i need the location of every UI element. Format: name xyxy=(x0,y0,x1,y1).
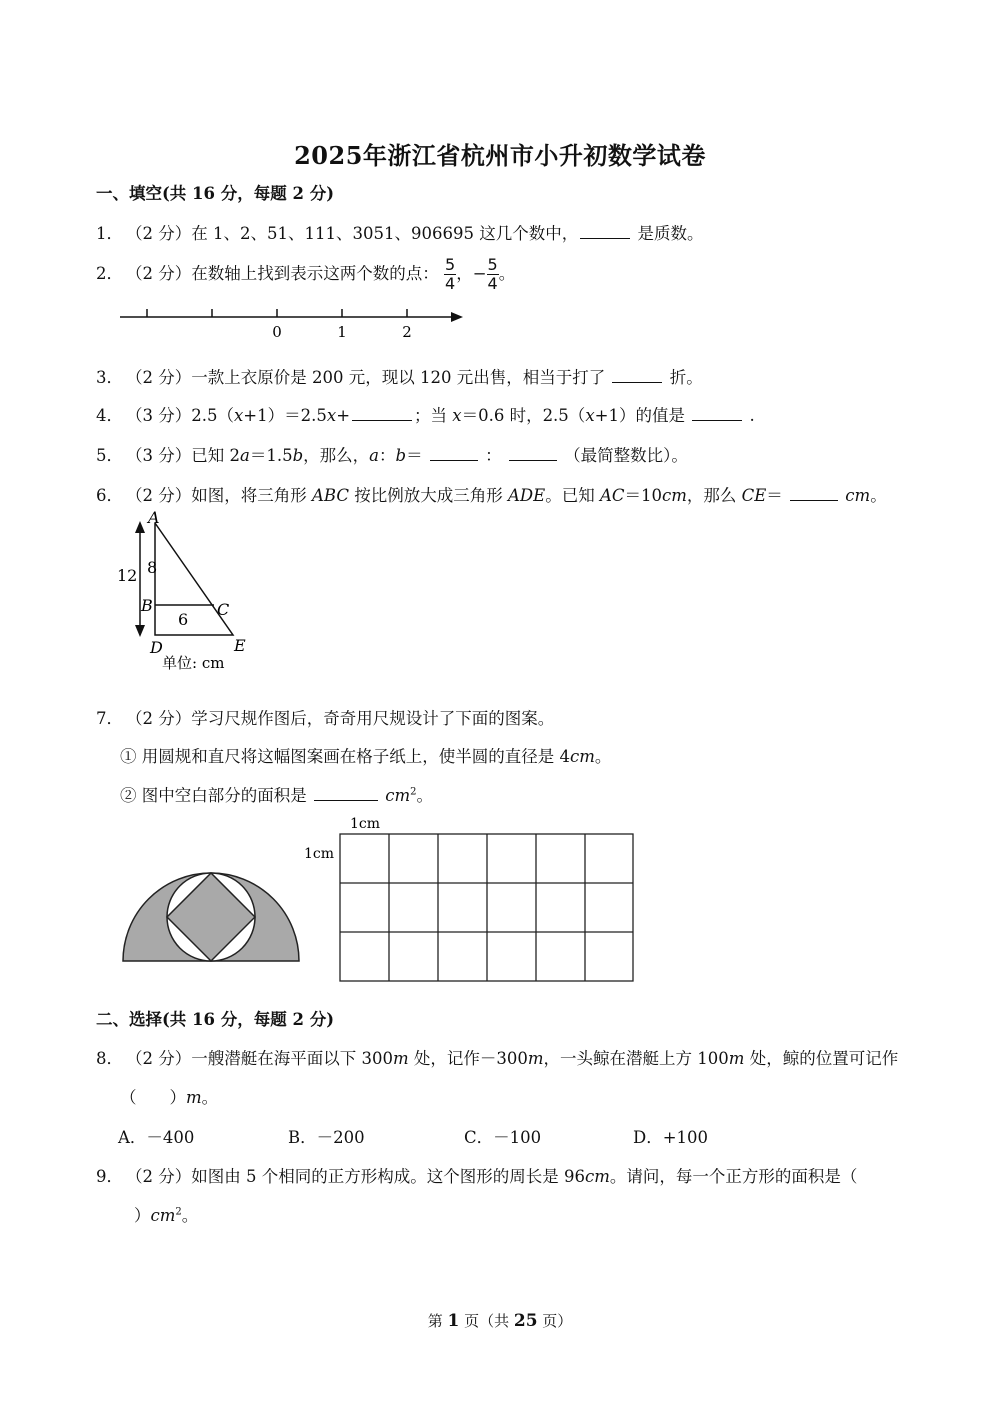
answer-blank-1[interactable] xyxy=(352,406,412,421)
section-heading-fill-in: 一、填空(共 16 分，每题 2 分) xyxy=(96,184,335,203)
question-text: （3 分）已知 2 xyxy=(126,446,240,465)
option-a[interactable]: A．－400 xyxy=(118,1128,195,1147)
triangle-figure xyxy=(110,505,270,675)
question-text: ： xyxy=(379,446,396,465)
unit-cm: cm xyxy=(150,1206,176,1225)
question-text: （2 分）如图，将三角形 xyxy=(126,486,312,505)
length-12: 12 xyxy=(117,566,138,585)
circled-1: ① xyxy=(120,747,137,766)
section-heading-choice: 二、选择(共 16 分，每题 2 分) xyxy=(96,1010,335,1029)
answer-bracket[interactable]: （ ） xyxy=(120,1088,186,1107)
question-text: （最简整数比）。 xyxy=(564,446,688,465)
question-7-part-1 xyxy=(120,743,611,767)
question-number: 5． xyxy=(96,446,123,465)
question-text: ，那么 xyxy=(686,486,742,505)
question-text: （2 分）在 1、2、51、111、3051、906695 这几个数中， xyxy=(126,224,579,243)
question-text: ： xyxy=(485,446,502,465)
circled-2: ② xyxy=(120,786,137,805)
period: 。 xyxy=(416,786,434,805)
total-pages: 25 xyxy=(513,1311,538,1331)
question-text: 按比例放大成三角形 xyxy=(348,486,508,505)
question-text: +1）＝2.5 xyxy=(243,406,327,425)
grid-lines xyxy=(340,834,633,981)
option-d[interactable]: D．+100 xyxy=(633,1128,709,1147)
question-text: 处，鲸的位置可记作 xyxy=(744,1049,899,1068)
question-text: （2 分）一款上衣原价是 200 元，现以 120 元出售，相当于打了 xyxy=(126,368,606,387)
question-2 xyxy=(96,256,515,293)
label-d: D xyxy=(150,638,163,657)
question-number: 7． xyxy=(96,709,123,728)
unit-m: m xyxy=(728,1049,745,1068)
var-x: x xyxy=(452,406,462,425)
denominator: 4 xyxy=(487,274,498,293)
axis-label-0: 0 xyxy=(272,323,282,341)
semicircle-pattern-figure xyxy=(118,865,304,965)
answer-bracket-close: ） xyxy=(134,1206,151,1225)
page-footer xyxy=(0,1310,1000,1331)
question-text: 处，记作－300 xyxy=(408,1049,528,1068)
var-x: x xyxy=(585,406,595,425)
unit-cm: cm xyxy=(570,747,595,766)
question-text: +1）的值是 xyxy=(594,406,685,425)
var-b: b xyxy=(292,446,304,465)
answer-blank[interactable] xyxy=(314,786,378,801)
question-number: 4． xyxy=(96,406,123,425)
answer-blank[interactable] xyxy=(580,224,630,239)
var-a: a xyxy=(240,446,250,465)
arrow-down-icon xyxy=(135,625,145,637)
segment-ce: CE xyxy=(741,486,767,505)
question-text: 。 xyxy=(870,486,887,505)
period: 。 xyxy=(594,747,612,766)
footer-text: 页） xyxy=(537,1312,573,1330)
var-b: b xyxy=(395,446,407,465)
footer-text: 第 xyxy=(427,1312,448,1330)
question-text: 图中空白部分的面积是 xyxy=(136,786,307,805)
length-8: 8 xyxy=(147,558,158,577)
superscript: 2 xyxy=(175,1206,182,1218)
question-number: 9． xyxy=(96,1167,123,1186)
question-text: 。请问，每一个正方形的面积是（ xyxy=(609,1167,858,1186)
question-text: （2 分）如图由 5 个相同的正方形构成。这个图形的周长是 96 xyxy=(126,1167,585,1186)
axis-label-1: 1 xyxy=(337,323,347,341)
grid-label-left: 1cm xyxy=(304,846,335,862)
grid-label-top: 1cm xyxy=(350,816,381,832)
fraction-negative xyxy=(487,256,499,293)
period: 。 xyxy=(201,1088,219,1107)
axis-ticks xyxy=(147,309,407,317)
length-6: 6 xyxy=(178,610,189,629)
unit-m: m xyxy=(186,1088,202,1107)
axis-label-2: 2 xyxy=(402,323,412,341)
superscript: 2 xyxy=(410,786,417,798)
question-text: + xyxy=(336,406,351,425)
question-text: ＝1.5 xyxy=(249,446,293,465)
question-text: （2 分）一艘潜艇在海平面以下 300 xyxy=(126,1049,393,1068)
answer-blank[interactable] xyxy=(790,486,838,501)
unit-m: m xyxy=(392,1049,409,1068)
label-e: E xyxy=(234,636,246,655)
question-number: 1． xyxy=(96,224,123,243)
question-1 xyxy=(96,220,703,244)
question-number: 8． xyxy=(96,1049,123,1068)
footer-text: 页（共 xyxy=(459,1312,514,1330)
answer-blank-1[interactable] xyxy=(430,446,478,461)
question-text: ＝10 xyxy=(624,486,662,505)
question-text: （3 分）2.5（ xyxy=(126,406,234,425)
question-4 xyxy=(96,402,755,426)
question-text: ＝ xyxy=(766,486,783,505)
minus-sign: − xyxy=(472,264,487,283)
answer-blank-2[interactable] xyxy=(692,406,742,421)
answer-blank[interactable] xyxy=(612,368,662,383)
unit-label: 单位: cm xyxy=(162,654,225,672)
question-3 xyxy=(96,364,703,388)
label-a: A xyxy=(148,508,160,527)
number-line-figure xyxy=(115,300,475,345)
separator: ， xyxy=(456,264,473,283)
question-number: 2． xyxy=(96,264,123,283)
question-text: . xyxy=(749,406,755,425)
var-x: x xyxy=(326,406,337,425)
unit-cm: cm xyxy=(661,486,687,505)
triangle-abc: ABC xyxy=(312,486,349,505)
question-number: 6． xyxy=(96,486,123,505)
question-text: ，那么， xyxy=(303,446,370,465)
question-text: ；当 xyxy=(414,406,453,425)
option-b[interactable]: B．－200 xyxy=(288,1128,365,1147)
unit-cm: cm xyxy=(385,786,411,805)
numerator: 5 xyxy=(445,255,456,274)
var-x: x xyxy=(233,406,244,425)
question-5 xyxy=(96,442,688,466)
segment-ac: AC xyxy=(599,486,625,505)
unit-cm: cm xyxy=(584,1167,610,1186)
option-c[interactable]: C．－100 xyxy=(464,1128,542,1147)
question-text: ，一头鲸在潜艇上方 100 xyxy=(543,1049,729,1068)
label-b: B xyxy=(141,596,153,615)
question-number: 3． xyxy=(96,368,123,387)
question-text: 用圆规和直尺将这幅图案画在格子纸上，使半圆的直径是 4 xyxy=(136,747,570,766)
question-text: 折。 xyxy=(669,368,703,387)
question-text: ＝ xyxy=(406,446,423,465)
question-9 xyxy=(96,1163,857,1187)
period: 。 xyxy=(498,264,516,283)
fraction-positive xyxy=(444,256,456,293)
label-c: C xyxy=(217,600,230,619)
current-page: 1 xyxy=(447,1311,460,1331)
grid-paper-figure xyxy=(300,812,640,984)
question-7-part-2 xyxy=(120,782,433,806)
page-title: 2025年浙江省杭州市小升初数学试卷 xyxy=(294,141,706,170)
question-text: （2 分）在数轴上找到表示这两个数的点： xyxy=(126,264,439,283)
numerator: 5 xyxy=(487,255,498,274)
axis-arrow-icon xyxy=(451,312,463,322)
unit-cm: cm xyxy=(845,486,871,505)
arrow-up-icon xyxy=(135,521,145,533)
question-9-line-2 xyxy=(134,1202,198,1226)
question-6 xyxy=(96,482,887,506)
question-7 xyxy=(96,705,554,729)
unit-m: m xyxy=(527,1049,544,1068)
triangle-ade: ADE xyxy=(507,486,546,505)
question-8-line-2 xyxy=(120,1084,218,1108)
question-text: 。已知 xyxy=(545,486,600,505)
question-text: ＝0.6 时，2.5（ xyxy=(461,406,586,425)
answer-blank-2[interactable] xyxy=(509,446,557,461)
var-a: a xyxy=(369,446,379,465)
question-text: （2 分）学习尺规作图后，奇奇用尺规设计了下面的图案。 xyxy=(126,709,555,728)
period: 。 xyxy=(181,1206,199,1225)
denominator: 4 xyxy=(445,274,456,293)
question-8 xyxy=(96,1045,898,1069)
question-text: 是质数。 xyxy=(637,224,704,243)
